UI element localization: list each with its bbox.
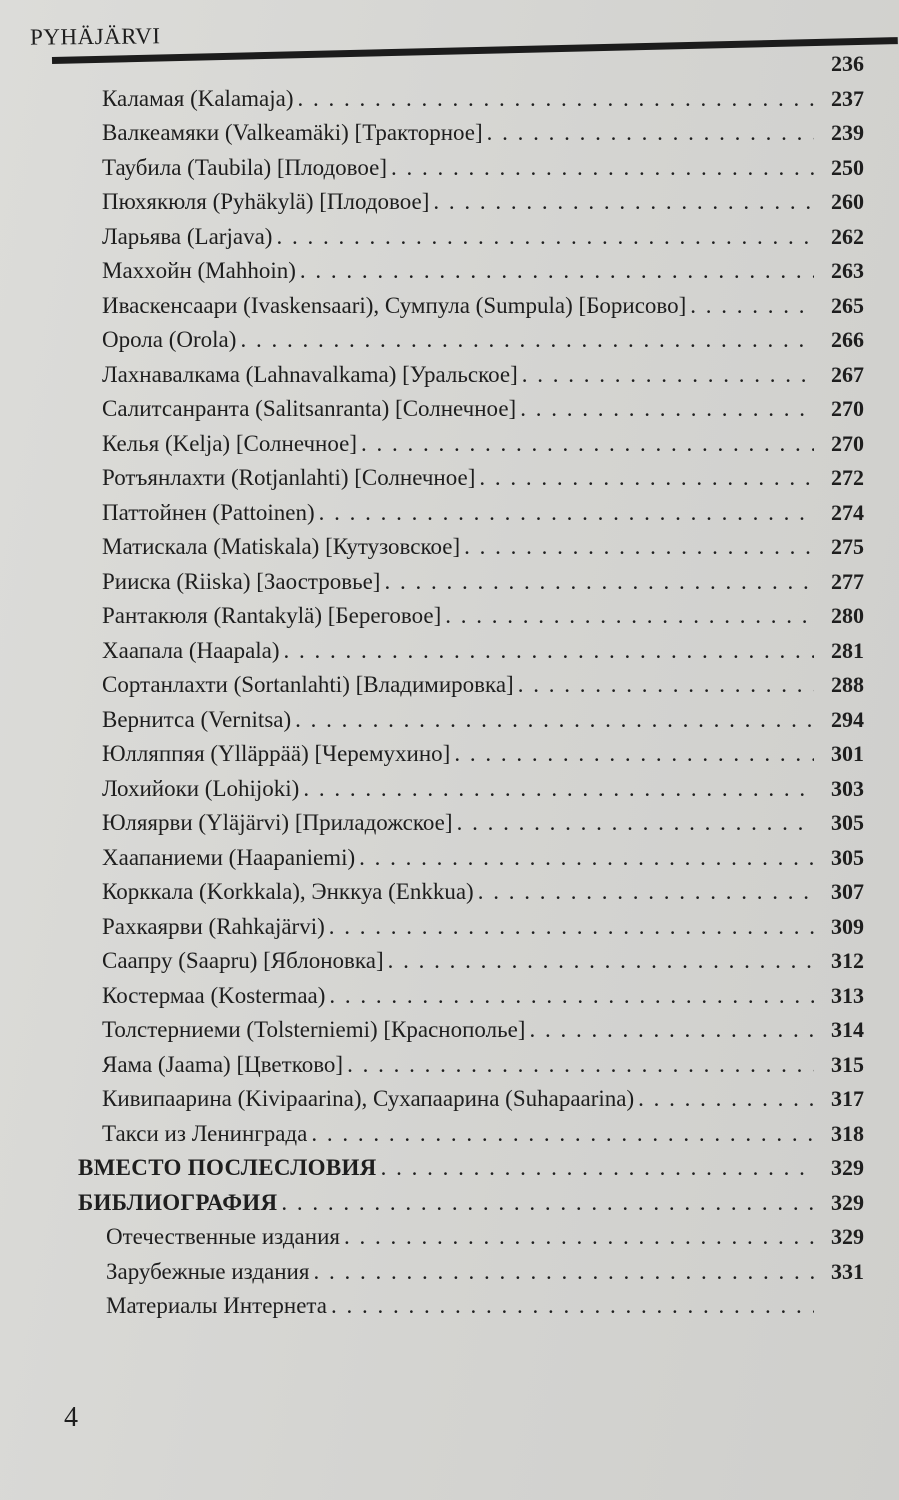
toc-page-number: 303 <box>831 775 864 801</box>
toc-entry <box>102 1048 814 1082</box>
toc-entry <box>102 875 814 909</box>
dot-leader <box>518 668 814 702</box>
toc-row <box>72 565 864 599</box>
toc-row <box>72 1255 864 1289</box>
dot-leader <box>638 1082 814 1116</box>
toc-entry <box>102 979 814 1013</box>
toc-entry-title: Саапру (Saapru) [Яблоновка] <box>102 948 384 973</box>
toc-entry <box>102 82 814 116</box>
toc-row <box>72 875 864 909</box>
dot-leader <box>313 1255 814 1289</box>
toc-row <box>72 289 864 323</box>
dot-leader <box>479 461 814 495</box>
toc-page-number: 270 <box>831 396 864 421</box>
toc-entry-title: Матискала (Matiskala) [Кутузовское] <box>102 534 461 559</box>
toc-entry-title: Сортанлахти (Sortanlahti) [Владимировка] <box>102 672 514 697</box>
toc-page-number: 294 <box>831 706 864 732</box>
toc-entry-title: Ларьява (Larjava) <box>102 223 273 249</box>
toc-entry-title: Таубила (Taubila) [Плодовое] <box>102 154 388 180</box>
toc-entry-title: Яама (Jaama) [Цветково] <box>102 1051 344 1077</box>
dot-leader <box>298 82 814 116</box>
toc-page-number: 315 <box>831 1051 864 1077</box>
toc-row <box>72 634 864 668</box>
dot-leader <box>281 1186 814 1220</box>
toc-entry-title: Костермаа (Kostermaa) <box>102 982 326 1008</box>
toc-entry <box>78 1151 814 1185</box>
toc-entry <box>102 772 814 806</box>
dot-leader <box>329 979 814 1013</box>
toc-entry <box>102 358 814 392</box>
toc-entry <box>102 737 814 771</box>
toc-entry-title: Рииска (Riiska) [Заостровье] <box>102 568 381 594</box>
toc-entry <box>102 116 814 150</box>
toc-row <box>72 461 864 495</box>
toc-entry-title: Такси из Ленинграда <box>102 1120 308 1146</box>
toc-page-number: 314 <box>831 1017 864 1042</box>
dot-leader <box>361 427 814 461</box>
toc-row <box>72 151 864 185</box>
toc-page-number: 307 <box>831 879 864 904</box>
toc-row <box>72 323 864 357</box>
toc-row <box>72 1082 864 1116</box>
toc-entry-title: Кивипаарина (Kivipaarina), Сухапаарина (Suhapaarina) <box>102 1086 635 1111</box>
toc-entry-title: Паттойнен (Pattoinen) <box>102 499 315 525</box>
toc-entry <box>78 1186 814 1220</box>
toc-page-number: 301 <box>831 741 864 766</box>
toc-entry-title: Юляярви (Yläjärvi) [Приладожское] <box>102 810 453 835</box>
dot-leader <box>445 599 814 633</box>
toc-entry-title: Лохийоки (Lohijoki) <box>102 775 300 801</box>
toc-entry-title: Иваскенсаари (Ivaskensaari), Сумпула (Sumpula) [Борисово] <box>102 292 687 318</box>
toc-entry <box>102 323 814 357</box>
toc-page-number: 277 <box>831 568 864 594</box>
toc-entry-title: Материалы Интернета <box>106 1293 327 1318</box>
toc-entry-title: Келья (Kelja) [Солнечное] <box>102 430 357 456</box>
toc-entry <box>102 1013 814 1047</box>
toc-entry <box>102 254 814 288</box>
toc-row <box>72 82 864 116</box>
toc-row <box>72 806 864 840</box>
toc-entry <box>102 1117 814 1151</box>
toc-entry <box>102 668 814 702</box>
dot-leader <box>478 875 814 909</box>
dot-leader <box>347 1048 814 1082</box>
page-folio: 4 <box>64 1402 78 1433</box>
toc-entry-title: Пюхякюля (Pyhäkylä) [Плодовое] <box>102 189 430 214</box>
toc-page-number: 329 <box>831 1224 864 1249</box>
toc-row <box>72 185 864 219</box>
dot-leader <box>464 530 814 564</box>
toc-entry-title: Каламая (Kalamaja) <box>102 85 294 111</box>
toc-entry <box>102 530 814 564</box>
toc-entry-title: Лахнавалкама (Lahnavalkama) [Уральское] <box>102 361 518 387</box>
dot-leader <box>344 1220 814 1254</box>
toc-entry <box>102 910 814 944</box>
toc-row <box>72 392 864 426</box>
toc-entry <box>102 461 814 495</box>
dot-leader <box>391 151 814 185</box>
toc-page-number: 305 <box>831 810 864 835</box>
toc-entry <box>102 392 814 426</box>
toc-row <box>72 599 864 633</box>
toc-entry-title: Вернитса (Vernitsa) <box>102 706 292 732</box>
toc-entry <box>102 944 814 978</box>
toc-page-number: 262 <box>831 223 864 249</box>
toc-page-number: 318 <box>831 1120 864 1146</box>
toc-row <box>72 427 864 461</box>
toc-entry <box>106 1255 814 1289</box>
toc-page-number: 329 <box>831 1155 864 1180</box>
toc-row <box>72 737 864 771</box>
toc-page-number: 265 <box>831 292 864 318</box>
toc-page-number: 239 <box>831 120 864 145</box>
toc-entry-title: Отечественные издания <box>106 1224 340 1249</box>
toc-page-number: 270 <box>831 430 864 456</box>
toc-row <box>72 944 864 978</box>
toc-page-number: 305 <box>831 844 864 870</box>
toc-page-number: 272 <box>831 465 864 490</box>
toc-entry-title: Зарубежные издания <box>106 1258 310 1284</box>
toc-page-number: 329 <box>831 1189 864 1215</box>
dot-leader <box>311 1117 814 1151</box>
toc-row <box>72 116 864 150</box>
dot-leader <box>520 392 814 426</box>
toc-page-number: 288 <box>831 672 864 697</box>
toc-row <box>72 1117 864 1151</box>
dot-leader <box>384 565 814 599</box>
toc-entry-title: Рантакюля (Rantakylä) [Береговое] <box>102 603 442 628</box>
dot-leader <box>381 1151 814 1185</box>
toc-page-number: 280 <box>831 603 864 628</box>
dot-leader <box>300 254 814 288</box>
toc-page-number: 309 <box>831 913 864 939</box>
dot-leader <box>690 289 814 323</box>
toc-row <box>72 841 864 875</box>
dot-leader <box>487 116 814 150</box>
toc-page-number: 260 <box>831 189 864 214</box>
toc-entry <box>102 220 814 254</box>
toc-row <box>72 703 864 737</box>
toc-entry-title: Салитсанранта (Salitsanranta) [Солнечное] <box>102 396 517 421</box>
toc-page-number: 236 <box>831 51 864 76</box>
toc-entry <box>106 1289 814 1323</box>
dot-leader <box>319 496 814 530</box>
toc-entry-title: БИБЛИОГРАФИЯ <box>78 1189 278 1215</box>
toc-page-number: 281 <box>831 637 864 663</box>
toc-entry-title: Хаапаниеми (Haapaniemi) <box>102 844 356 870</box>
toc-row <box>72 979 864 1013</box>
dot-leader <box>359 841 814 875</box>
toc-entry <box>102 496 814 530</box>
toc-entry <box>102 634 814 668</box>
toc-page-number: 237 <box>831 85 864 111</box>
dot-leader <box>303 772 814 806</box>
toc-page-number: 275 <box>831 534 864 559</box>
dot-leader <box>276 220 814 254</box>
toc-entry <box>102 151 814 185</box>
toc-page-number: 331 <box>831 1258 864 1284</box>
toc-row <box>72 220 864 254</box>
dot-leader <box>388 944 814 978</box>
toc-entry-title: Орола (Orola) <box>102 327 237 352</box>
toc-entry-title: Махxойн (Mahhoin) <box>102 258 296 283</box>
toc-row <box>72 358 864 392</box>
toc-page-number: 317 <box>831 1086 864 1111</box>
dot-leader <box>529 1013 814 1047</box>
dot-leader <box>329 910 814 944</box>
toc-entry-title: ВМЕСТО ПОСЛЕСЛОВИЯ <box>78 1155 377 1180</box>
dot-leader <box>457 806 814 840</box>
toc-page-number: 267 <box>831 361 864 387</box>
toc-entry-title: Хаапала (Haapala) <box>102 637 280 663</box>
toc-entry-title: Корккала (Korkkala), Энккуа (Enkkua) <box>102 879 474 904</box>
toc-entry <box>102 703 814 737</box>
dot-leader <box>454 737 814 771</box>
toc-row <box>72 47 864 81</box>
toc-entry <box>102 599 814 633</box>
dot-leader <box>295 703 814 737</box>
toc-page-number: 266 <box>831 327 864 352</box>
running-head: PYHÄJÄRVI <box>29 23 161 50</box>
toc-row <box>72 530 864 564</box>
toc-row <box>72 1289 864 1323</box>
toc-page-number: 274 <box>831 499 864 525</box>
toc-row <box>72 910 864 944</box>
toc-row <box>72 1151 864 1185</box>
toc-row <box>72 772 864 806</box>
toc-row <box>72 1048 864 1082</box>
toc-row <box>72 254 864 288</box>
toc-row <box>72 1186 864 1220</box>
toc-entry-title: Толстерниеми (Tolsterniemi) [Краснополье] <box>102 1017 526 1042</box>
toc-row <box>72 1013 864 1047</box>
dot-leader <box>522 358 814 392</box>
toc-entry <box>102 565 814 599</box>
toc-page-number: 312 <box>831 948 864 973</box>
toc-entry-title: Валкеамяки (Valkeamäki) [Тракторное] <box>102 120 483 145</box>
toc-entry-title: Юлляппяя (Ylläppää) [Черемухино] <box>102 741 451 766</box>
toc-entry <box>102 427 814 461</box>
toc-entry <box>102 806 814 840</box>
toc-entry <box>106 1220 814 1254</box>
dot-leader <box>284 634 814 668</box>
dot-leader <box>433 185 814 219</box>
dot-leader <box>240 323 814 357</box>
toc-row <box>72 668 864 702</box>
toc-row <box>72 1220 864 1254</box>
dot-leader <box>331 1289 814 1323</box>
toc-entry <box>102 289 814 323</box>
toc-page-number: 250 <box>831 154 864 180</box>
toc-entry <box>102 841 814 875</box>
toc-entry-title: Рахкаярви (Rahkajärvi) <box>102 913 325 939</box>
toc-entry <box>102 1082 814 1116</box>
toc-entry-title: Ротъянлахти (Rotjanlahti) [Солнечное] <box>102 465 476 490</box>
toc-row <box>72 496 864 530</box>
toc-page-number: 263 <box>831 258 864 283</box>
toc-page-number: 313 <box>831 982 864 1008</box>
toc-entry <box>102 185 814 219</box>
